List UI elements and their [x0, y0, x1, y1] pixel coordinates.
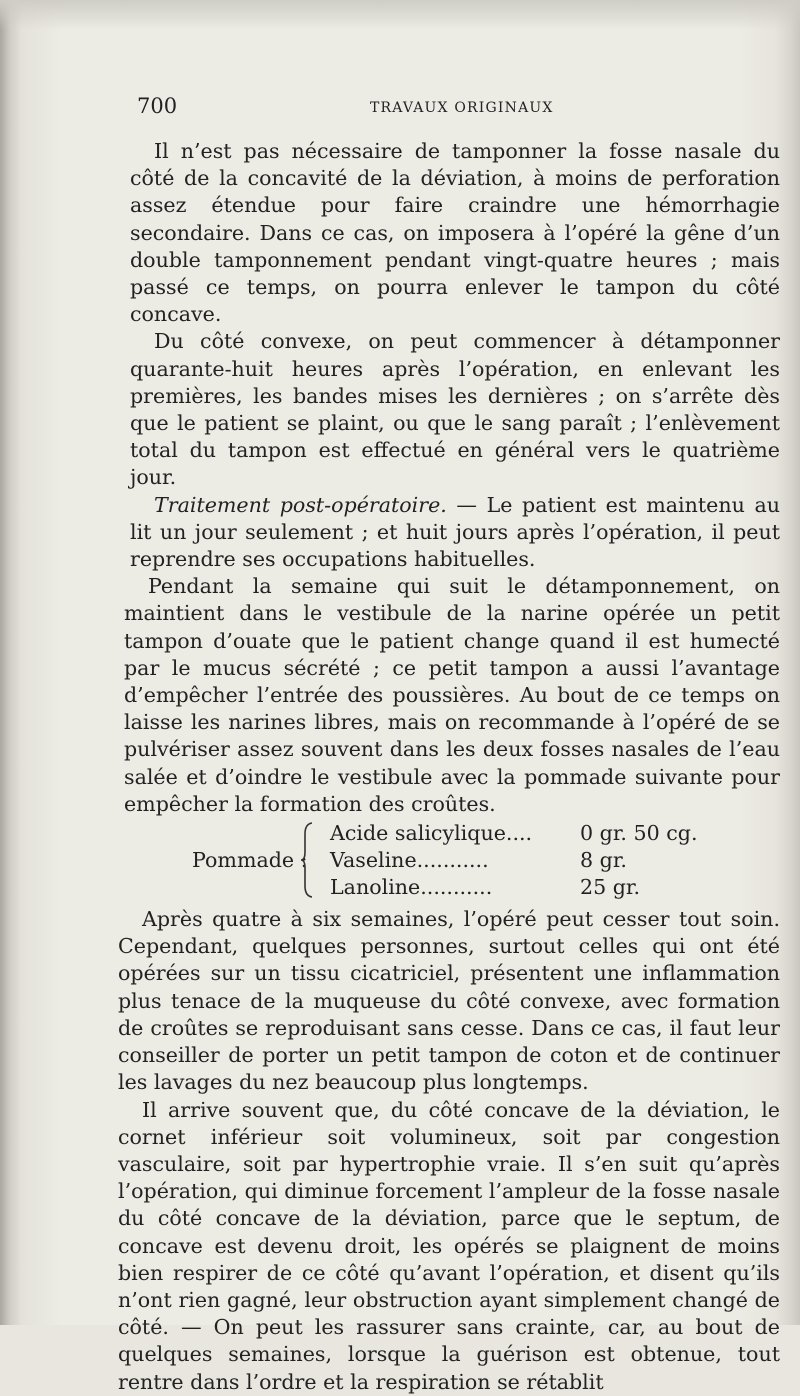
ingredient-quantity: 0 gr. 50 cg.	[580, 821, 698, 846]
section-title: Traitement post-opératoire.	[154, 492, 447, 517]
ingredient-quantity: 8 gr.	[580, 848, 627, 873]
ingredient-name: Lanoline...........	[330, 875, 493, 900]
paragraph	[118, 492, 780, 574]
paragraph: Il n’est pas nécessaire de tamponner la fosse nasale du côté de la concavité de la déviation, à moins de perforation assez étendue pour faire craindre une hémorrhagie secondaire. Dans ce cas, on imposera à l’opéré la gêne d’un double tamponnement pendant vingt-quatre heures ; mais passé ce temps, on pourra enlever le tampon du côté concave.	[130, 139, 780, 327]
paragraph: Après quatre à six semaines, l’opéré peut cesser tout soin. Cependant, quelques personnes, surtout celles qui ont été opérées sur un tissu cicatriciel, présentent une inflammation plus tenace de la muqueuse du côté convexe, avec formation de croûtes se reproduisant sans cesse. Dans ce cas, il faut leur conseiller de porter un petit tampon de coton et de continuer les lavages du nez beaucoup plus longtemps.	[118, 907, 780, 1095]
running-head: TRAVAUX ORIGINAUX	[370, 100, 554, 116]
brace-icon	[300, 820, 314, 900]
prescription	[118, 820, 780, 902]
paragraph-text: — Le patient est maintenu au lit un jour seulement ; et huit jours après l’opération, il peut reprendre ses occupations habituelles.	[130, 492, 781, 572]
paragraph: Du côté convexe, on peut commencer à détamponner quarante-huit heures après l’opération, en enlevant les premières, les bandes mises les dernières ; on s’arrête dès que le patient se plaint, ou que le sang paraît ; l’enlèvement total du tampon est effectué en général vers le quatrième jour.	[130, 329, 780, 490]
page-number: 700	[137, 94, 178, 118]
paragraph: Il arrive souvent que, du côté concave de la déviation, le cornet inférieur soit volumineux, soit par congestion vasculaire, soit par hypertrophie vraie. Il s’en suit qu’après l’opération, qui diminue forcement l’ampleur de la fosse nasale du côté concave de la déviation, parce que le septum, de concave est devenu droit, les opérés se plaignent de moins bien respirer de ce côté qu’avant l’opération, et disent qu’ils n’ont rien gagné, leur obstruction ayant simplement changé de côté. — On peut les rassurer sans crainte, car, au bout de quelques semaines, lorsque la guérison est obtenue, tout rentre dans l’ordre et la respiration se rétablit	[118, 1097, 780, 1394]
ingredient-name: Acide salicylique....	[330, 821, 533, 846]
paragraph: Pendant la semaine qui suit le détamponnement, on maintient dans le vestibule de la narine opérée un petit tampon d’ouate que le patient change quand il est humecté par le mucus sécrété ; ce petit tampon a aussi l’avantage d’empêcher l’entrée des poussières. Au bout de ce temps on laisse les narines libres, mais on recommande à l’opéré de se pulvériser assez souvent dans les deux fosses nasales de l’eau salée et d’oindre le vestibule avec la pommade suivante pour empêcher la formation des croûtes.	[124, 574, 780, 816]
prescription-label: Pommade :	[192, 848, 308, 873]
ingredient-name: Vaseline...........	[330, 848, 489, 873]
ingredient-quantity: 25 gr.	[580, 875, 641, 900]
body-text	[118, 138, 780, 1396]
